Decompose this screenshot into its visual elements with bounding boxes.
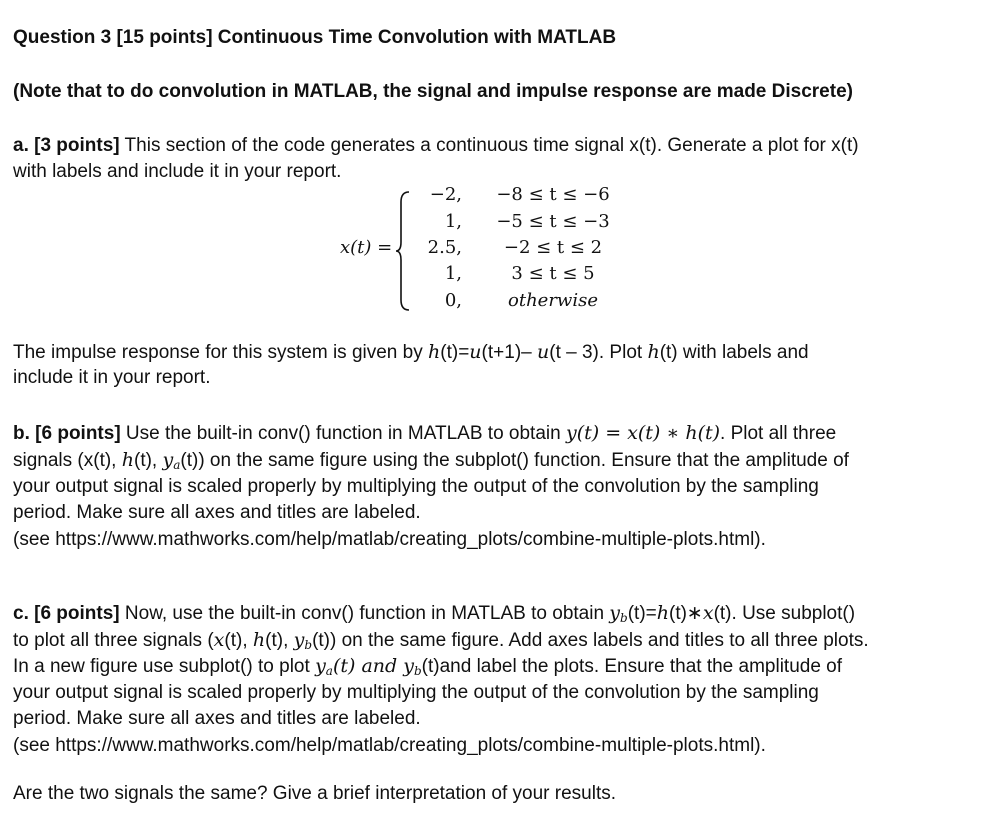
- part-c-y-subscript-2: b: [304, 638, 313, 652]
- impulse-response-line-1: [13, 339, 809, 366]
- part-c-line-4: your output signal is scaled properly by multiplying the output of the convolution by the sampling: [13, 682, 819, 703]
- part-a-label: a. [3 points]: [13, 135, 120, 156]
- part-c-text-1b: (t)=: [627, 603, 657, 624]
- part-c-y-symbol: y: [609, 602, 621, 624]
- part-c-line-5: period. Make sure all axes and titles are labeled.: [13, 708, 421, 729]
- part-b-label: b. [6 points]: [13, 423, 121, 444]
- impulse-text-a: The impulse response for this system is given by: [13, 342, 429, 363]
- piecewise-condition-1: −8 ≤ t ≤ −6: [496, 184, 610, 205]
- question-title: Question 3 [15 points] Continuous Time Convolution with MATLAB: [13, 27, 617, 48]
- part-c-yb-subscript: b: [413, 664, 422, 678]
- part-c-ya-symbol: y: [315, 655, 326, 677]
- h-symbol: h: [428, 341, 441, 363]
- part-c-ya-subscript: a: [325, 664, 333, 678]
- piecewise-value-4: 1,: [444, 263, 462, 284]
- u-symbol-2: u: [537, 341, 550, 363]
- piecewise-condition-2: −5 ≤ t ≤ −3: [496, 211, 610, 232]
- part-c-x-symbol-2: x: [213, 629, 225, 651]
- piecewise-value-2: 1,: [444, 211, 462, 232]
- impulse-text-e: (t) with labels and: [659, 342, 809, 363]
- part-a-line-2: with labels and include it in your report.: [13, 161, 342, 182]
- piecewise-value-3: 2.5,: [427, 237, 462, 258]
- part-b-y-symbol: y: [162, 449, 174, 471]
- part-b-line-4: period. Make sure all axes and titles are labeled.: [13, 502, 421, 523]
- part-b-line-3: your output signal is scaled properly by multiplying the output of the convolution by the sampling: [13, 476, 819, 497]
- part-b-text-2b: (t),: [134, 450, 163, 471]
- part-b-text-1b: . Plot all three: [720, 423, 837, 444]
- part-c-y-subscript: b: [620, 611, 628, 625]
- part-b-text-1a: Use the built-in conv() function in MATLAB to obtain: [120, 423, 566, 444]
- part-b-text-2a: signals (x(t),: [13, 450, 122, 471]
- part-b-text-2c: (t)) on the same figure using the subplot() function. Ensure that the amplitude of: [180, 450, 849, 471]
- part-b-y-subscript: a: [173, 458, 181, 472]
- part-c-text-3a: In a new figure use subplot() to plot: [13, 656, 316, 677]
- piecewise-condition-4: 3 ≤ t ≤ 5: [511, 263, 595, 284]
- part-c-text-2b: (t),: [224, 630, 253, 651]
- impulse-text-d: (t – 3). Plot: [549, 342, 648, 363]
- part-c-text-2d: (t)) on the same figure. Add axes labels and titles to all three plots.: [312, 630, 869, 651]
- piecewise-equation: [330, 180, 650, 325]
- impulse-response-line-2: include it in your report.: [13, 367, 211, 388]
- part-c-text-1a: Now, use the built-in conv() function in MATLAB to obtain: [119, 603, 610, 624]
- piecewise-condition-5: otherwise: [508, 290, 598, 311]
- part-c-text-2c: (t),: [265, 630, 294, 651]
- part-c-text-3c: (t)and label the plots. Ensure that the amplitude of: [421, 656, 843, 677]
- part-b-h-symbol: h: [121, 449, 134, 471]
- part-a-text-1: This section of the code generates a continuous time signal x(t). Generate a plot for x(t): [119, 135, 859, 156]
- part-c-yb-symbol: y: [403, 655, 414, 677]
- u-symbol-1: u: [469, 341, 482, 363]
- part-c-text-2a: to plot all three signals (: [13, 630, 214, 651]
- part-c-label: c. [6 points]: [13, 603, 120, 624]
- piecewise-value-5: 0,: [444, 290, 462, 311]
- part-c-h-symbol-2: h: [252, 629, 266, 651]
- part-c-y-symbol-2: y: [293, 629, 305, 651]
- part-c-link: (see https://www.mathworks.com/help/matlab/creating_plots/combine-multiple-plots.html).: [13, 735, 766, 756]
- part-c-text-1c: (t)∗: [669, 603, 703, 624]
- note: (Note that to do convolution in MATLAB, the signal and impulse response are made Discrete): [13, 81, 853, 102]
- part-c-h-symbol: h: [656, 602, 669, 624]
- part-b-link: (see https://www.mathworks.com/help/matlab/creating_plots/combine-multiple-plots.html).: [13, 529, 766, 550]
- h-symbol-2: h: [647, 341, 660, 363]
- impulse-text-c: (t+1)–: [481, 342, 537, 363]
- convolution-equation: y(t) = x(t) ∗ h(t): [565, 422, 721, 444]
- part-c-x-symbol: x: [702, 602, 714, 624]
- piecewise-value-1: −2,: [429, 184, 462, 205]
- piecewise-condition-3: −2 ≤ t ≤ 2: [503, 237, 603, 258]
- part-c-text-3b: (t) and: [332, 655, 404, 677]
- part-a-line-1: [13, 133, 859, 159]
- piecewise-lhs: x(t) =: [340, 237, 393, 258]
- left-brace-icon: [395, 190, 411, 312]
- impulse-text-b: (t)=: [440, 342, 470, 363]
- part-c-text-1d: (t). Use subplot(): [713, 603, 856, 624]
- final-question: Are the two signals the same? Give a brief interpretation of your results.: [13, 783, 617, 804]
- part-b-line-1: [13, 420, 836, 447]
